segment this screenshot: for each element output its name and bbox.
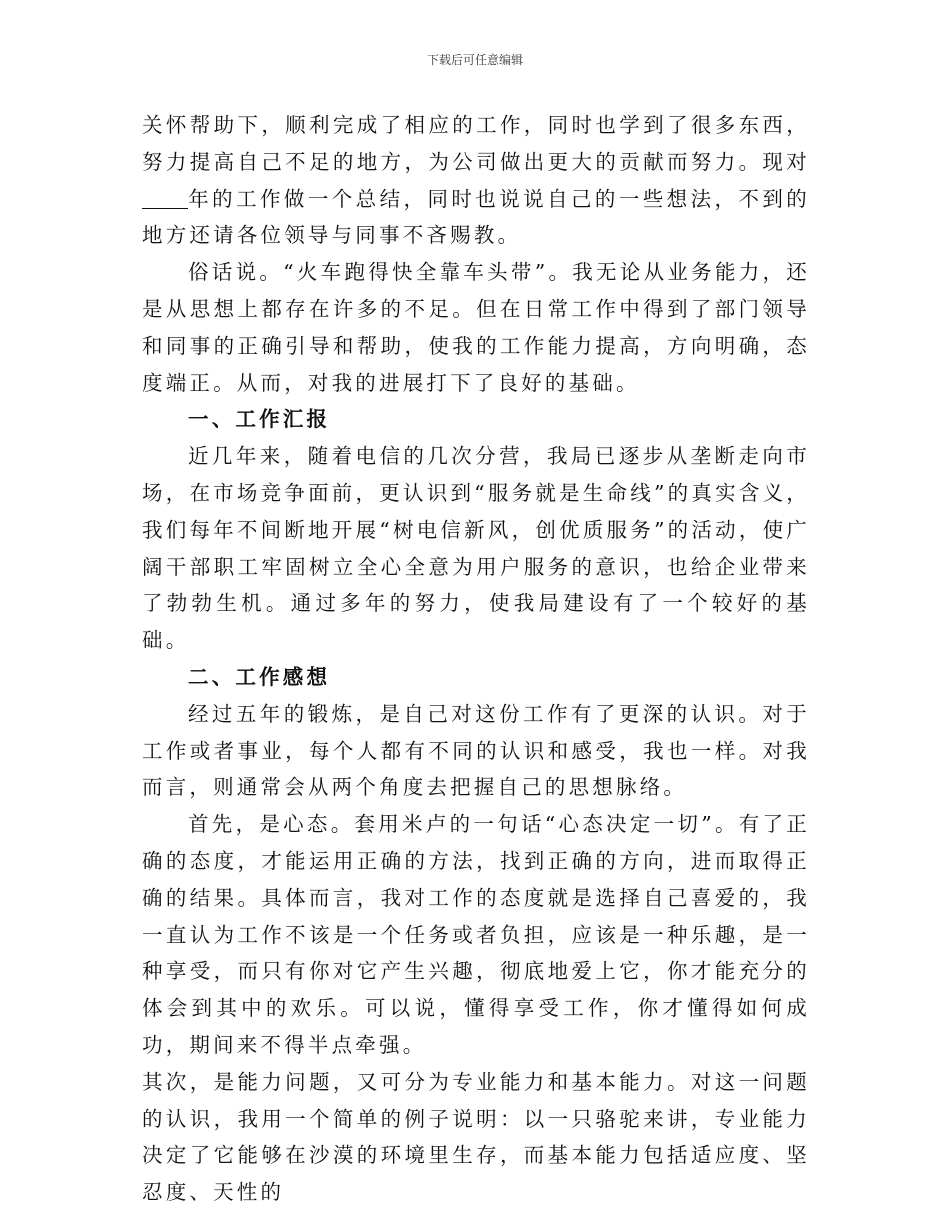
paragraph-experience: 经过五年的锻炼，是自己对这份工作有了更深的认识。对于工作或者事业，每个人都有不同的认识和感受，我也一样。对我而言，则通常会从两个角度去把握自己的思想脉络。 <box>142 701 810 800</box>
section-heading-work-report: 一、工作汇报 <box>188 407 331 432</box>
year-blank <box>142 188 188 209</box>
section-heading-work-thoughts: 二、工作感想 <box>188 664 331 689</box>
paragraph-text: 年的工作做一个总结，同时也说说自己的一些想法，不到的地方还请各位领导与同事不吝赐教。 <box>142 186 810 248</box>
page-header: 下载后可任意编辑 <box>426 53 523 67</box>
paragraph-work-report: 近几年来，随着电信的几次分营，我局已逐步从垄断走向市场，在市场竞争面前，更认识到“服务就是生命线”的真实含义，我们每年不间断地开展“树电信新风，创优质服务”的活动，使广阔干部职工牢固树立全心全意为用户服务的意识，也给企业带来了勃勃生机。通过多年的努力，使我局建设有了一个较好的基础。 <box>142 444 810 653</box>
paragraph-proverb: 俗话说。“火车跑得快全靠车头带”。我无论从业务能力，还是从思想上都存在许多的不足。但在日常工作中得到了部门领导和同事的正确引导和帮助，使我的工作能力提高，方向明确，态度端正。从而，对我的进展打下了良好的基础。 <box>142 260 810 395</box>
paragraph-ability: 其次，是能力问题，又可分为专业能力和基本能力。对这一问题的认识，我用一个简单的例子说明：以一只骆驼来讲，专业能力决定了它能够在沙漠的环境里生存，而基本能力包括适应度、坚忍度、天性的 <box>142 1069 810 1205</box>
document-body <box>142 107 810 1211</box>
paragraph-attitude: 首先，是心态。套用米卢的一句话“心态决定一切”。有了正确的态度，才能运用正确的方法，找到正确的方向，进而取得正确的结果。具体而言，我对工作的态度就是选择自己喜爱的，我一直认为工作不该是一个任务或者负担，应该是一种乐趣，是一种享受，而只有你对它产生兴趣，彻底地爱上它，你才能充分的体会到其中的欢乐。可以说，懂得享受工作，你才懂得如何成功，期间来不得半点牵强。 <box>142 812 810 1057</box>
paragraph-text: 关怀帮助下，顺利完成了相应的工作，同时也学到了很多东西，努力提高自己不足的地方，为公司做出更大的贡献而努力。现对 <box>142 113 810 174</box>
paragraph-continued <box>142 107 810 254</box>
